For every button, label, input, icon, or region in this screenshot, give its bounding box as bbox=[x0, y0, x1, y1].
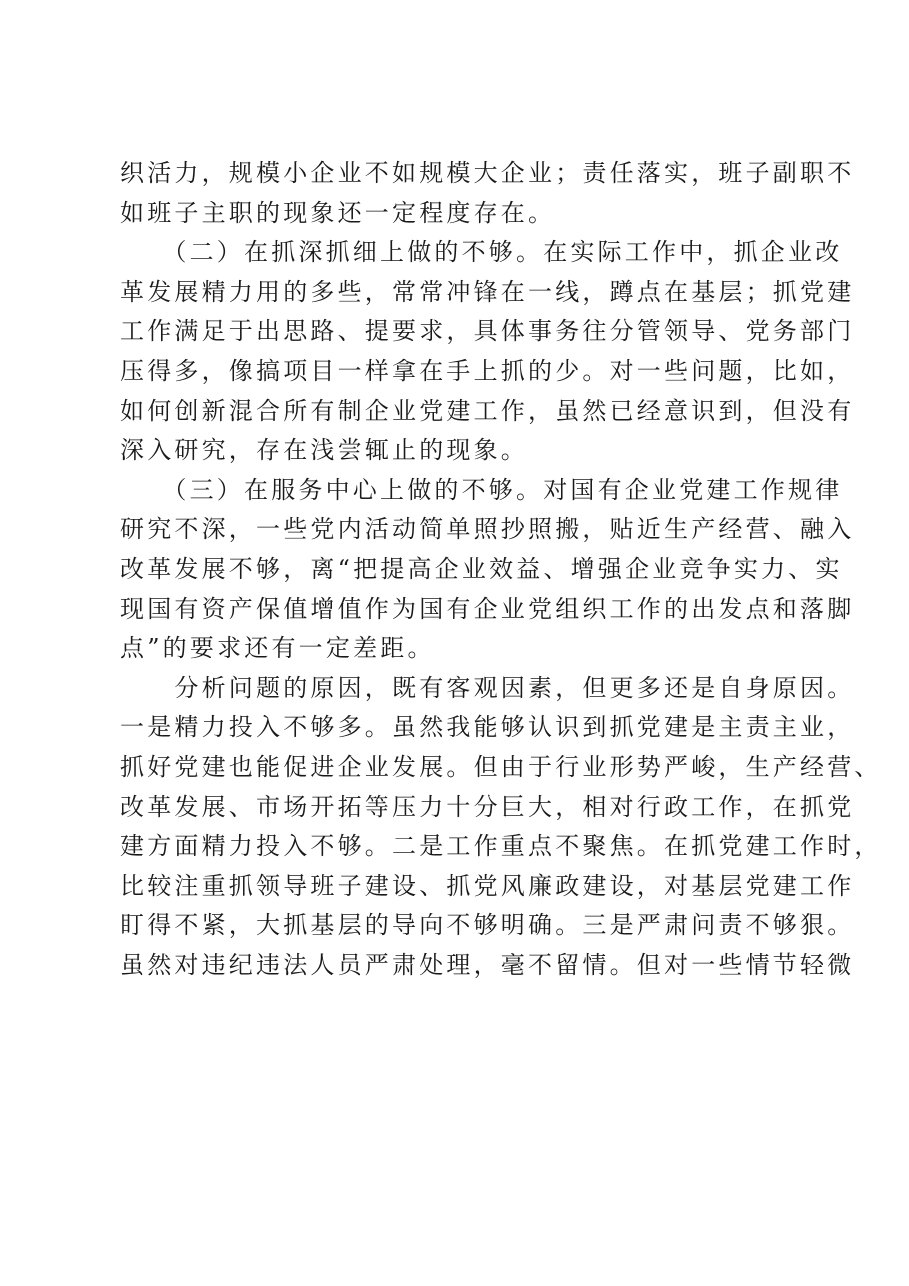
text-line: 如何创新混合所有制企业党建工作，虽然已经意识到，但没有 bbox=[120, 396, 855, 425]
text-line: 虽然对违纪违法人员严肃处理，毫不留情。但对一些情节轻微 bbox=[120, 950, 855, 979]
text-line: 抓好党建也能促进企业发展。但由于行业形势严峻，生产经营、 bbox=[120, 752, 882, 781]
text-line: 比较注重抓领导班子建设、抓党风廉政建设，对基层党建工作 bbox=[120, 871, 855, 900]
text-line: 压得多，像搞项目一样拿在手上抓的少。对一些问题，比如， bbox=[120, 356, 855, 385]
text-line: 如班子主职的现象还一定程度存在。 bbox=[120, 198, 556, 227]
document-body bbox=[120, 154, 882, 985]
text-line: 深入研究，存在浅尝辄止的现象。 bbox=[120, 436, 528, 465]
text-line: 盯得不紧，大抓基层的导向不够明确。三是严肃问责不够狠。 bbox=[120, 911, 855, 940]
text-line: 分析问题的原因，既有客观因素，但更多还是自身原因。 bbox=[120, 673, 855, 702]
text-line: （三）在服务中心上做的不够。对国有企业党建工作规律 bbox=[120, 475, 843, 504]
text-line: 织活力，规模小企业不如规模大企业；责任落实，班子副职不 bbox=[120, 159, 855, 187]
text-line: 研究不深，一些党内活动简单照抄照搬，贴近生产经营、融入 bbox=[120, 515, 855, 544]
text-line: （二）在抓深抓细上做的不够。在实际工作中，抓企业改 bbox=[120, 238, 843, 267]
text-line: 改革发展不够，离“把提高企业效益、增强企业竞争实力、实 bbox=[120, 554, 843, 583]
text-line: 改革发展、市场开拓等压力十分巨大，相对行政工作，在抓党 bbox=[120, 792, 855, 821]
text-line: 建方面精力投入不够。二是工作重点不聚焦。在抓党建工作时， bbox=[120, 832, 882, 861]
text-line: 一是精力投入不够多。虽然我能够认识到抓党建是主责主业， bbox=[120, 713, 855, 742]
text-line: 现国有资产保值增值作为国有企业党组织工作的出发点和落脚 bbox=[120, 594, 855, 623]
text-line: 革发展精力用的多些，常常冲锋在一线，蹲点在基层；抓党建 bbox=[120, 277, 855, 306]
text-line: 点”的要求还有一定差距。 bbox=[120, 634, 435, 663]
text-line: 工作满足于出思路、提要求，具体事务往分管领导、党务部门 bbox=[120, 317, 855, 346]
